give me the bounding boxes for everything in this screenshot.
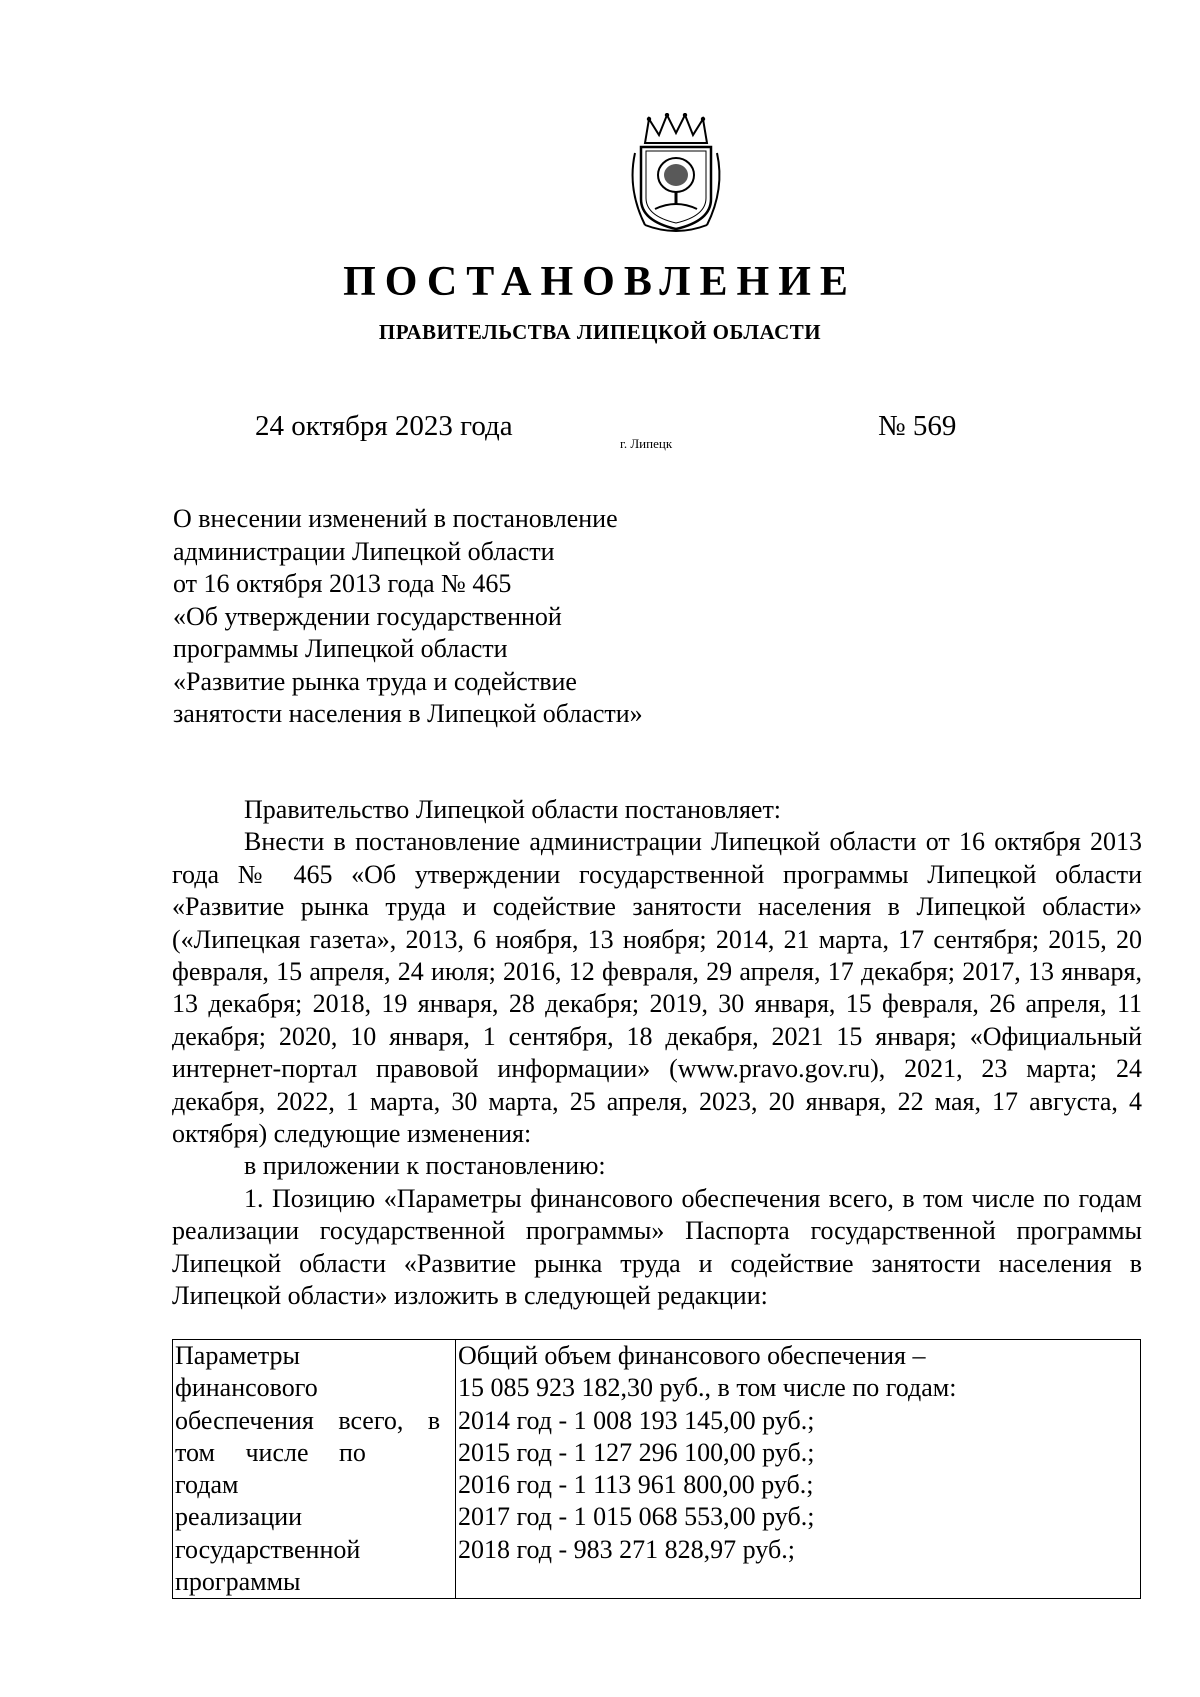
- cell-line: том числе по годам: [175, 1437, 366, 1500]
- body-paragraph-main: Внести в постановление администрации Липецкой области от 16 октября 2013 года № 465 «Об утверждении государственной программы Липецкой области «Развитие рынка труда и содействие занятости населения в Липецкой области» («Липецкая газета», 2013, 6 ноября, 13 ноября; 2014, 21 марта, 17 сентября; 2015, 20 февраля, 15 апреля, 24 июля; 2016, 12 февраля, 29 апреля, 17 декабря; 2017, 13 января, 13 декабря; 2018, 19 января, 28 декабря; 2019, 30 января, 15 февраля, 26 апреля, 11 декабря; 2020, 10 января, 1 сентября, 18 декабря, 2021 15 января; «Официальный интернет-портал правовой информации» (www.pravo.gov.ru), 2021, 23 марта; 24 декабря, 2022, 1 марта, 30 марта, 25 апреля, 2023, 20 января, 22 мая, 17 августа, 4 октября) следующие изменения:: [172, 827, 1142, 1149]
- subject-line: «Развитие рынка труда и содействие: [173, 666, 577, 696]
- cell-line: обеспечения всего, в: [175, 1405, 441, 1435]
- table-cell-parameter-name: [173, 1340, 456, 1599]
- subject-line: программы Липецкой области: [173, 634, 508, 663]
- body-paragraph-appendix: в приложении к постановлению:: [244, 1151, 606, 1181]
- table-cell-parameter-value: [456, 1340, 1141, 1599]
- coat-of-arms-icon: [623, 113, 729, 237]
- cell-line: финансового: [175, 1373, 318, 1403]
- body-paragraph-preamble: Правительство Липецкой области постановляет:: [244, 795, 782, 824]
- cell-line: 2014 год - 1 008 193 145,00 руб.;: [458, 1405, 815, 1435]
- subject-line: «Об утверждении государственной: [173, 601, 562, 631]
- body-paragraph-item-1: 1. Позицию «Параметры финансового обеспечения всего, в том числе по годам реализации государственной программы» Паспорта государственной программы Липецкой области «Развитие рынка труда и содействие занятости населения в Липецкой области» изложить в следующей редакции:: [172, 1183, 1142, 1311]
- cell-line-justified: [175, 1405, 455, 1437]
- cell-line: государственной: [175, 1534, 361, 1564]
- cell-line: программы: [175, 1567, 301, 1597]
- cell-line: 2015 год - 1 127 296 100,00 руб.;: [458, 1437, 815, 1467]
- document-number: № 569: [878, 410, 957, 442]
- cell-line: Параметры: [175, 1341, 300, 1370]
- cell-line: Общий объем финансового обеспечения –: [458, 1341, 926, 1370]
- document-body: [172, 794, 1142, 1313]
- financing-parameters-table: [172, 1339, 1141, 1599]
- cell-line: 2017 год - 1 015 068 553,00 руб.;: [458, 1502, 815, 1532]
- document-date: 24 октября 2023 года: [255, 410, 513, 442]
- cell-line: 2018 год - 983 271 828,97 руб.;: [458, 1534, 795, 1564]
- cell-line: 15 085 923 182,30 руб., в том числе по годам:: [458, 1373, 957, 1403]
- document-title: ПОСТАНОВЛЕНИЕ: [343, 259, 857, 305]
- cell-line-justified: [175, 1437, 455, 1502]
- document-subject: [173, 503, 733, 731]
- issuing-authority: ПРАВИТЕЛЬСТВА ЛИПЕЦКОЙ ОБЛАСТИ: [378, 320, 822, 344]
- subject-line: администрации Липецкой области: [173, 536, 555, 566]
- subject-line: О внесении изменений в постановление: [173, 504, 618, 533]
- subject-line: от 16 октября 2013 года № 465: [173, 569, 512, 598]
- subject-line: занятости населения в Липецкой области»: [173, 699, 643, 728]
- cell-line: 2016 год - 1 113 961 800,00 руб.;: [458, 1470, 814, 1500]
- document-city: г. Липецк: [620, 436, 673, 451]
- cell-line: реализации: [175, 1502, 303, 1532]
- table-row: [173, 1340, 1141, 1599]
